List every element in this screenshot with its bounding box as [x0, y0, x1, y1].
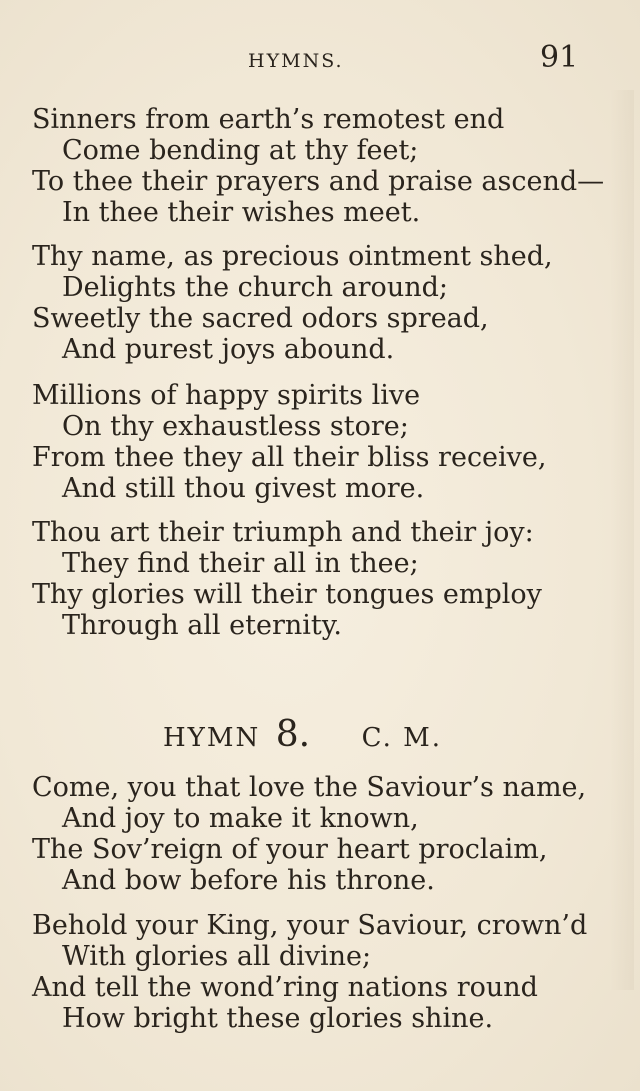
running-head: HYMNS.: [248, 50, 344, 72]
hymn-heading: [163, 714, 442, 755]
verse-line: Millions of happy spirits live: [32, 380, 421, 411]
hymn-label: HYMN: [163, 723, 261, 753]
verse-line: Behold your King, your Saviour, crown’d: [32, 910, 588, 941]
verse-line: Come bending at thy feet;: [62, 135, 419, 166]
verse-line: With glories all divine;: [62, 941, 372, 972]
verse-line: Sweetly the sacred odors spread,: [32, 303, 489, 334]
verse-line: And joy to make it known,: [62, 803, 419, 834]
verse-line: They find their all in thee;: [62, 548, 419, 579]
verse-line: Come, you that love the Saviour’s name,: [32, 772, 587, 803]
stanza-4: [32, 517, 622, 641]
verse-line: The Sov’reign of your heart proclaim,: [32, 834, 548, 865]
stanza-1: [32, 104, 622, 228]
verse-line: And bow before his throne.: [62, 865, 435, 896]
verse-line: And purest joys abound.: [62, 334, 395, 365]
verse-line: How bright these glories shine.: [62, 1003, 494, 1034]
hymn-meter: C. M.: [361, 723, 443, 753]
verse-line: And tell the wond’ring nations round: [32, 972, 538, 1003]
verse-line: Thou art their triumph and their joy:: [32, 517, 534, 548]
verse-line: And still thou givest more.: [62, 473, 425, 504]
page-number: 91: [540, 40, 579, 75]
verse-line: To thee their prayers and praise ascend—: [32, 166, 605, 197]
hymn-number: 8.: [275, 714, 311, 755]
verse-line: Sinners from earth’s remotest end: [32, 104, 505, 135]
verse-line: Delights the church around;: [62, 272, 448, 303]
stanza-2: [32, 241, 622, 365]
verse-line: On thy exhaustless store;: [62, 411, 409, 442]
verse-line: Thy name, as precious ointment shed,: [32, 241, 553, 272]
verse-line: Thy glories will their tongues employ: [32, 579, 542, 610]
verse-line: In thee their wishes meet.: [62, 197, 421, 228]
verse-line: Through all eternity.: [62, 610, 342, 641]
verse-line: From thee they all their bliss receive,: [32, 442, 547, 473]
hymn-8-stanza-1: [32, 772, 622, 896]
stanza-3: [32, 380, 622, 504]
hymn-8-stanza-2: [32, 910, 622, 1034]
